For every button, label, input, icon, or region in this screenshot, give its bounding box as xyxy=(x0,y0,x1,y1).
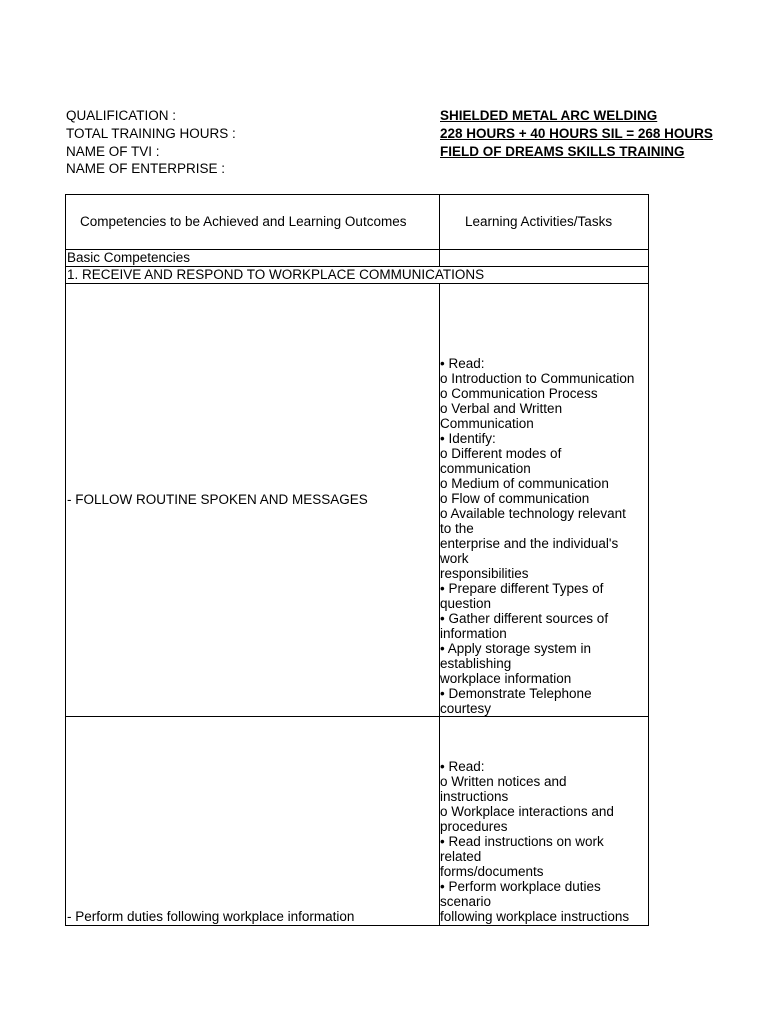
activity-line: work xyxy=(440,551,469,566)
activity-line: question xyxy=(440,596,492,611)
qualification-label: QUALIFICATION : xyxy=(66,108,177,123)
activity-line: related xyxy=(440,849,482,864)
activity-line: • Perform workplace duties xyxy=(440,879,601,894)
table-border-top xyxy=(65,194,649,195)
activity-line: o Verbal and Written xyxy=(440,401,563,416)
activity-line: • Read: xyxy=(440,356,485,371)
activity-line: • Read instructions on work xyxy=(440,834,604,849)
activity-line: • Demonstrate Telephone xyxy=(440,686,592,701)
competency-row-divider xyxy=(65,283,649,284)
row-divider xyxy=(65,716,649,717)
activity-line: o Different modes of xyxy=(440,446,562,461)
column-divider-top xyxy=(439,194,440,267)
activity-line: to the xyxy=(440,521,474,536)
tvi-value: FIELD OF DREAMS SKILLS TRAINING xyxy=(440,144,685,159)
activity-line: Communication xyxy=(440,416,534,431)
table-border-bottom xyxy=(65,925,649,926)
activity-line: workplace information xyxy=(440,671,572,686)
activity-line: • Read: xyxy=(440,759,485,774)
activity-line: communication xyxy=(440,461,531,476)
section-label: Basic Competencies xyxy=(67,250,191,265)
activity-line: enterprise and the individual's xyxy=(440,536,619,551)
activity-line: courtesy xyxy=(440,701,492,716)
activity-line: o Workplace interactions and xyxy=(440,804,614,819)
activity-line: o Available technology relevant xyxy=(440,506,626,521)
learning-outcome: - Perform duties following workplace information xyxy=(67,909,355,924)
activity-line: information xyxy=(440,626,507,641)
training-plan-table xyxy=(65,194,649,926)
qualification-value: SHIELDED METAL ARC WELDING xyxy=(440,108,658,123)
activity-list xyxy=(440,759,648,924)
activity-line: • Prepare different Types of xyxy=(440,581,604,596)
competency-title: 1. RECEIVE AND RESPOND TO WORKPLACE COMMUNICATIONS xyxy=(67,267,485,282)
training-hours-label: TOTAL TRAINING HOURS : xyxy=(66,126,236,141)
activity-line: procedures xyxy=(440,819,508,834)
activity-line: following workplace instructions xyxy=(440,909,630,924)
activity-line: • Identify: xyxy=(440,431,496,446)
tvi-label: NAME OF TVI : xyxy=(66,144,160,159)
enterprise-label: NAME OF ENTERPRISE : xyxy=(66,161,226,176)
activity-line: o Flow of communication xyxy=(440,491,590,506)
activity-line: • Apply storage system in xyxy=(440,641,592,656)
activity-list xyxy=(440,356,648,716)
learning-outcome: - FOLLOW ROUTINE SPOKEN AND MESSAGES xyxy=(67,492,368,507)
activity-line: responsibilities xyxy=(440,566,529,581)
activity-line: o Introduction to Communication xyxy=(440,371,635,386)
activity-line: o Written notices and xyxy=(440,774,567,789)
activity-line: • Gather different sources of xyxy=(440,611,609,626)
activity-line: forms/documents xyxy=(440,864,544,879)
activity-line: o Communication Process xyxy=(440,386,598,401)
activity-line: establishing xyxy=(440,656,512,671)
col-header-competencies: Competencies to be Achieved and Learning Outcomes xyxy=(80,214,407,229)
activity-line: instructions xyxy=(440,789,509,804)
table-border-right xyxy=(648,194,649,926)
training-hours-value: 228 HOURS + 40 HOURS SIL = 268 HOURS xyxy=(440,126,713,141)
activity-line: scenario xyxy=(440,894,492,909)
col-header-activities: Learning Activities/Tasks xyxy=(465,214,613,229)
activity-line: o Medium of communication xyxy=(440,476,609,491)
table-border-left xyxy=(65,194,66,926)
